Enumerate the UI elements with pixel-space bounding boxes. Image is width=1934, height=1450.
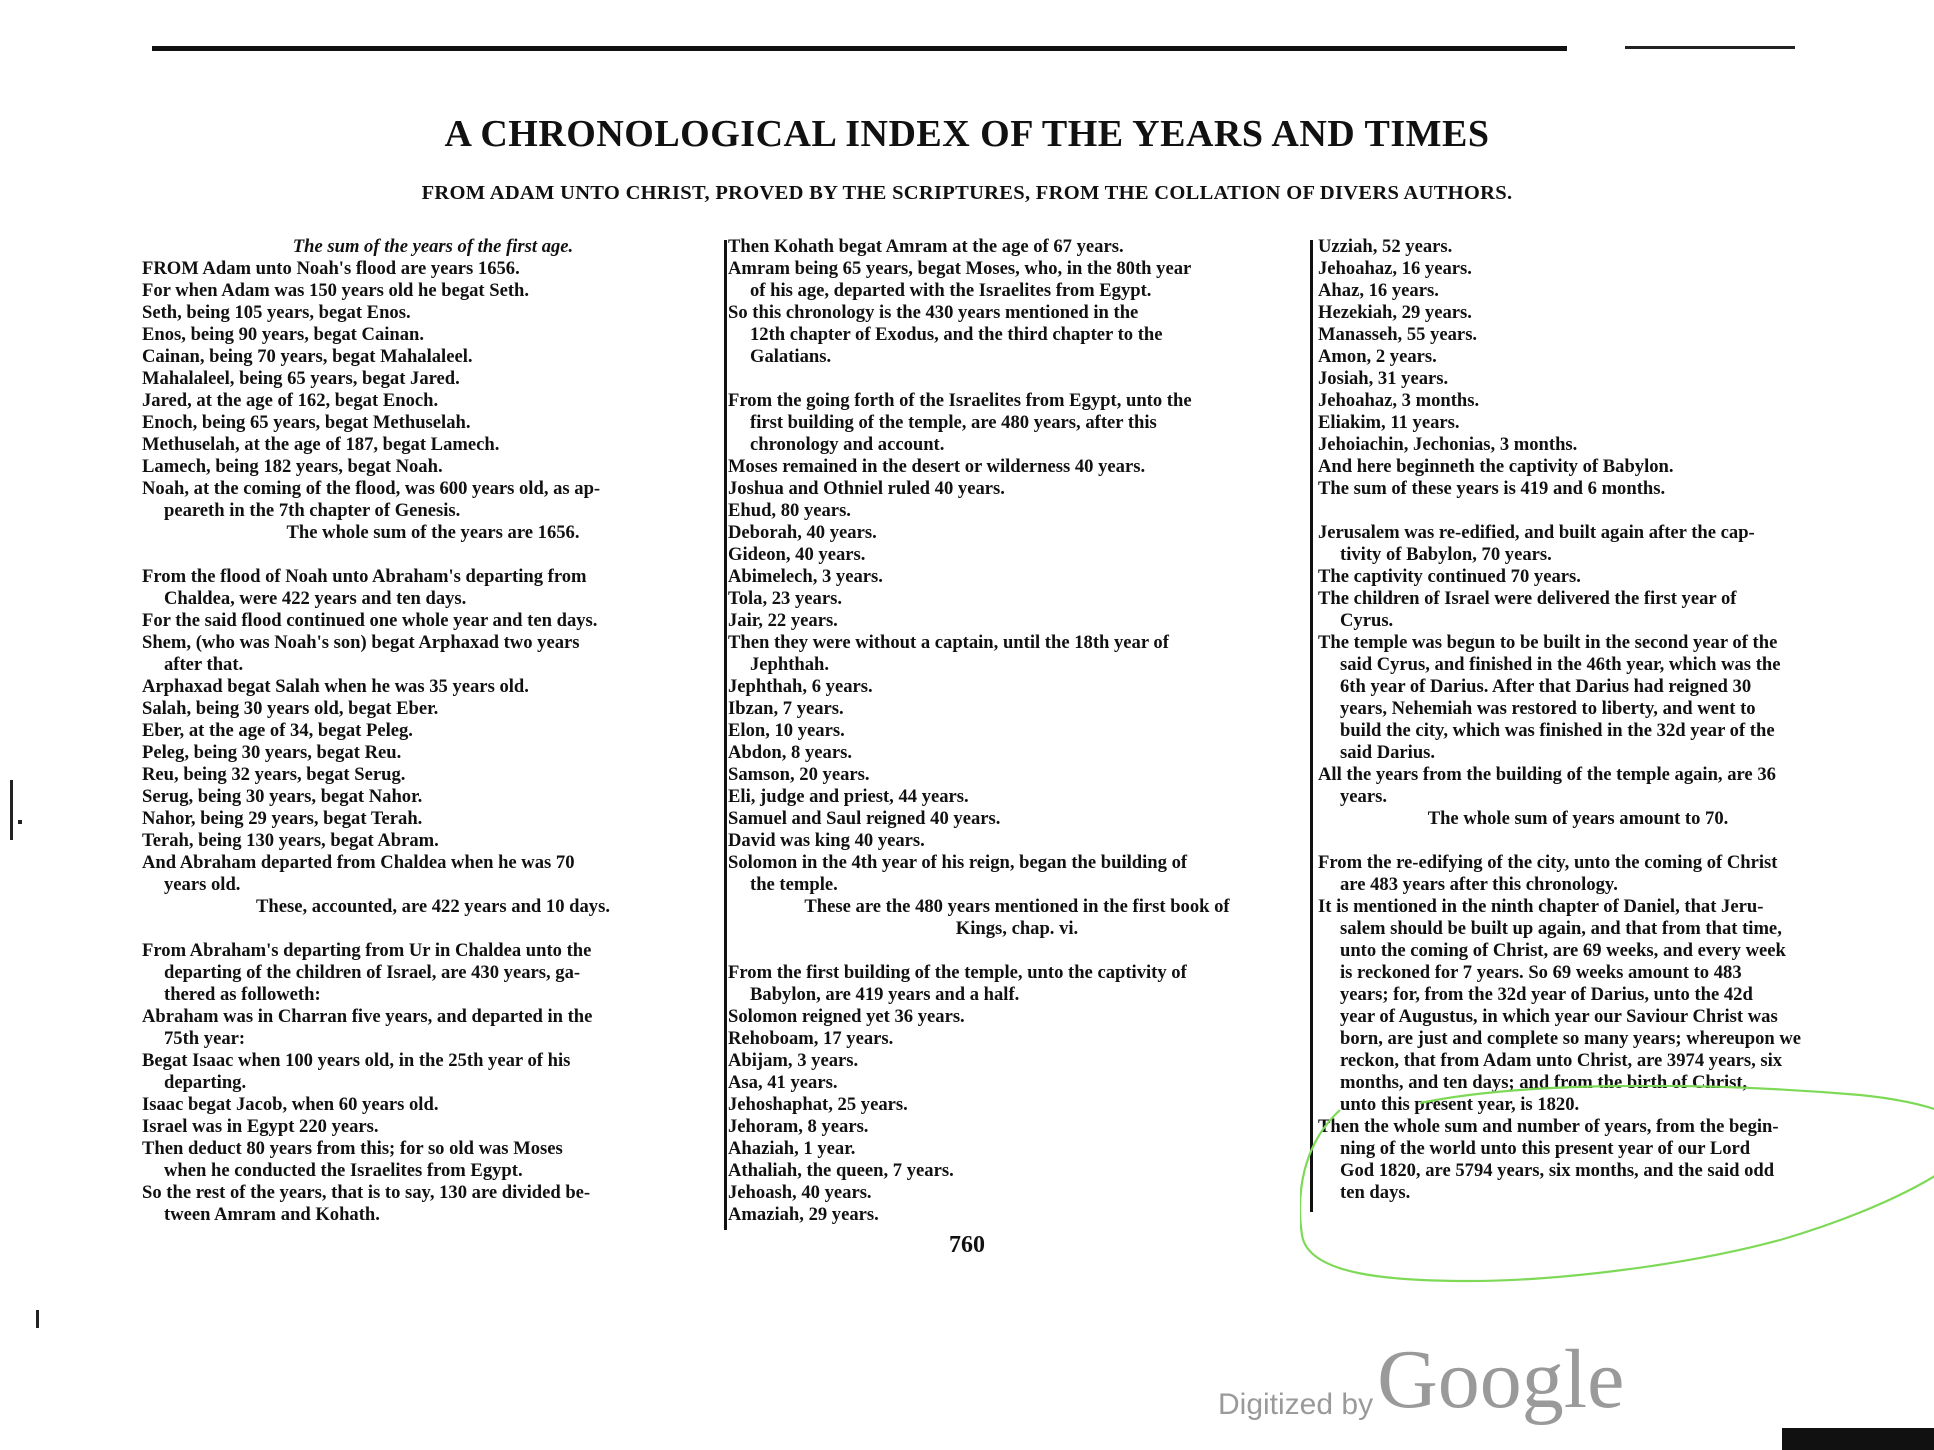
text-line: years; for, from the 32d year of Darius, unto the 42d (1340, 984, 1753, 1005)
text-line: Eliakim, 11 years. (1318, 412, 1460, 433)
text-line: Amaziah, 29 years. (728, 1204, 879, 1225)
page-title: A CHRONOLOGICAL INDEX OF THE YEARS AND TIMES (444, 113, 1490, 155)
text-line: Lamech, being 182 years, begat Noah. (142, 456, 443, 477)
text-line: Abdon, 8 years. (728, 742, 852, 763)
text-line: For the said flood continued one whole year and ten days. (142, 610, 598, 631)
text-line: Noah, at the coming of the flood, was 600 years old, as ap- (142, 478, 601, 499)
text-line: salem should be built up again, and that from that time, (1340, 918, 1782, 939)
text-line: Enos, being 90 years, begat Cainan. (142, 324, 425, 345)
text-line: 12th chapter of Exodus, and the third chapter to the (750, 324, 1163, 345)
text-line: Cyrus. (1340, 610, 1394, 631)
text-line: thered as followeth: (164, 984, 321, 1005)
text-line: The children of Israel were delivered the first year of (1318, 588, 1737, 609)
text-line: Then the whole sum and number of years, from the begin- (1318, 1116, 1779, 1137)
text-line: Begat Isaac when 100 years old, in the 25th year of his (142, 1050, 571, 1071)
text-line: are 483 years after this chronology. (1340, 874, 1618, 895)
text-line: Solomon in the 4th year of his reign, began the building of (728, 852, 1188, 873)
text-line: Eber, at the age of 34, begat Peleg. (142, 720, 413, 741)
text-line: years old. (164, 874, 241, 895)
text-line: Gideon, 40 years. (728, 544, 866, 565)
text-line: Jared, at the age of 162, begat Enoch. (142, 390, 439, 411)
page-subtitle: FROM ADAM UNTO CHRIST, PROVED BY THE SCRIPTURES, FROM THE COLLATION OF DIVERS AUTHORS. (421, 182, 1513, 204)
text-line: tween Amram and Kohath. (164, 1204, 380, 1225)
google-logo: Google (1377, 1333, 1625, 1426)
text-column-3 (1318, 236, 1838, 1204)
text-line: Enoch, being 65 years, begat Methuselah. (142, 412, 471, 433)
text-line: chronology and account. (750, 434, 945, 455)
text-line: Mahalaleel, being 65 years, begat Jared. (142, 368, 460, 389)
text-line: Tola, 23 years. (728, 588, 842, 609)
text-line: Terah, being 130 years, begat Abram. (142, 830, 439, 851)
text-line: born, are just and complete so many years; whereupon we (1340, 1028, 1802, 1049)
paragraph-gap (1318, 830, 1838, 852)
text-line: Samson, 20 years. (728, 764, 870, 785)
text-line: From Abraham's departing from Ur in Chaldea unto the (142, 940, 592, 961)
text-column-2 (728, 236, 1306, 1226)
margin-scan-mark (10, 780, 13, 840)
text-line: Jehoash, 40 years. (728, 1182, 872, 1203)
text-line: first building of the temple, are 480 years, after this (750, 412, 1157, 433)
paragraph-gap (1318, 500, 1838, 522)
text-line: reckon, that from Adam unto Christ, are 3974 years, six (1340, 1050, 1783, 1071)
text-line: Galatians. (750, 346, 832, 367)
text-line: Reu, being 32 years, begat Serug. (142, 764, 406, 785)
digitized-by-label: Digitized by (1218, 1388, 1374, 1421)
text-line: Nahor, being 29 years, begat Terah. (142, 808, 423, 829)
text-line: Chaldea, were 422 years and ten days. (164, 588, 467, 609)
text-line: All the years from the building of the temple again, are 36 (1318, 764, 1776, 785)
text-line: build the city, which was finished in the 32d year of the (1340, 720, 1775, 741)
text-line: So the rest of the years, that is to say, 130 are divided be- (142, 1182, 591, 1203)
text-line: Peleg, being 30 years, begat Reu. (142, 742, 402, 763)
text-line: departing. (164, 1072, 247, 1093)
text-line: Israel was in Egypt 220 years. (142, 1116, 379, 1137)
text-line: Jephthah, 6 years. (728, 676, 873, 697)
text-line: Kings, chap. vi. (955, 918, 1079, 939)
paragraph-gap (142, 544, 724, 566)
text-column-1 (142, 236, 724, 1226)
text-line: Then Kohath begat Amram at the age of 67 years. (728, 236, 1124, 257)
text-line: Shem, (who was Noah's son) begat Arphaxad two years (142, 632, 580, 653)
scan-edge-shadow (1782, 1428, 1934, 1450)
text-line: Ahaz, 16 years. (1318, 280, 1439, 301)
text-line: The sum of these years is 419 and 6 months. (1318, 478, 1666, 499)
text-line: Ahaziah, 1 year. (728, 1138, 856, 1159)
paragraph-gap (728, 368, 1306, 390)
text-line: These are the 480 years mentioned in the first book of (804, 896, 1230, 917)
text-line: Arphaxad begat Salah when he was 35 years old. (142, 676, 529, 697)
text-line: Then deduct 80 years from this; for so old was Moses (142, 1138, 563, 1159)
text-line: departing of the children of Israel, are 430 years, ga- (164, 962, 581, 983)
text-line: Deborah, 40 years. (728, 522, 877, 543)
text-line: peareth in the 7th chapter of Genesis. (164, 500, 461, 521)
text-line: These, accounted, are 422 years and 10 days. (256, 896, 610, 917)
text-line: said Darius. (1340, 742, 1436, 763)
text-line: year of Augustus, in which year our Saviour Christ was (1340, 1006, 1778, 1027)
column-divider-1 (724, 240, 727, 1230)
text-line: Jair, 22 years. (728, 610, 838, 631)
text-line: Then they were without a captain, until the 18th year of (728, 632, 1169, 653)
text-line: ten days. (1340, 1182, 1411, 1203)
text-line: And here beginneth the captivity of Babylon. (1318, 456, 1674, 477)
text-line: Samuel and Saul reigned 40 years. (728, 808, 1001, 829)
text-line: Amram being 65 years, begat Moses, who, in the 80th year (728, 258, 1192, 279)
text-line: Joshua and Othniel ruled 40 years. (728, 478, 1005, 499)
text-line: Hezekiah, 29 years. (1318, 302, 1472, 323)
text-line: Cainan, being 70 years, begat Mahalaleel. (142, 346, 473, 367)
text-line: Seth, being 105 years, begat Enos. (142, 302, 411, 323)
text-line: Athaliah, the queen, 7 years. (728, 1160, 954, 1181)
text-line: Abijam, 3 years. (728, 1050, 859, 1071)
text-line: From the first building of the temple, unto the captivity of (728, 962, 1187, 983)
text-line: Josiah, 31 years. (1318, 368, 1449, 389)
text-line: when he conducted the Israelites from Egypt. (164, 1160, 523, 1181)
text-line: And Abraham departed from Chaldea when he was 70 (142, 852, 575, 873)
text-line: Jehoiachin, Jechonias, 3 months. (1318, 434, 1578, 455)
text-line: From the flood of Noah unto Abraham's departing from (142, 566, 587, 587)
paragraph-gap (142, 918, 724, 940)
text-line: of his age, departed with the Israelites from Egypt. (750, 280, 1152, 301)
text-line: Salah, being 30 years old, begat Eber. (142, 698, 439, 719)
text-line: Jerusalem was re-edified, and built again after the cap- (1318, 522, 1755, 543)
text-line: David was king 40 years. (728, 830, 925, 851)
margin-scan-mark-2 (36, 1310, 39, 1328)
text-line: years, Nehemiah was restored to liberty, and went to (1340, 698, 1756, 719)
text-line: From the going forth of the Israelites from Egypt, unto the (728, 390, 1192, 411)
text-line: From the re-edifying of the city, unto the coming of Christ (1318, 852, 1778, 873)
text-line: FROM Adam unto Noah's flood are years 1656. (142, 258, 520, 279)
text-line: The whole sum of years amount to 70. (1427, 808, 1729, 829)
text-line: Abraham was in Charran five years, and departed in the (142, 1006, 593, 1027)
text-line: Abimelech, 3 years. (728, 566, 883, 587)
text-line: is reckoned for 7 years. So 69 weeks amount to 483 (1340, 962, 1742, 983)
text-line: Serug, being 30 years, begat Nahor. (142, 786, 423, 807)
text-line: Isaac begat Jacob, when 60 years old. (142, 1094, 439, 1115)
text-line: The captivity continued 70 years. (1318, 566, 1581, 587)
text-line: Jehoram, 8 years. (728, 1116, 869, 1137)
section-heading: The sum of the years of the first age. (292, 236, 574, 257)
text-line: For when Adam was 150 years old he begat Seth. (142, 280, 530, 301)
text-line: It is mentioned in the ninth chapter of Daniel, that Jeru- (1318, 896, 1764, 917)
text-line: Amon, 2 years. (1318, 346, 1437, 367)
text-line: Babylon, are 419 years and a half. (750, 984, 1020, 1005)
text-line: The temple was begun to be built in the second year of the (1318, 632, 1778, 653)
text-line: 6th year of Darius. After that Darius had reigned 30 (1340, 676, 1752, 697)
text-line: Methuselah, at the age of 187, begat Lamech. (142, 434, 500, 455)
handwritten-annotation-loop (1300, 1085, 1934, 1285)
text-line: Moses remained in the desert or wilderness 40 years. (728, 456, 1146, 477)
margin-scan-dot (18, 820, 22, 824)
text-line: unto the coming of Christ, are 69 weeks, and every week (1340, 940, 1786, 961)
top-rule (152, 46, 1567, 51)
top-rule-fragment (1625, 46, 1795, 49)
text-line: Manasseh, 55 years. (1318, 324, 1478, 345)
text-line: The whole sum of the years are 1656. (286, 522, 580, 543)
text-line: Ibzan, 7 years. (728, 698, 844, 719)
google-watermark (1218, 1333, 1625, 1426)
text-line: Ehud, 80 years. (728, 500, 851, 521)
text-line: said Cyrus, and finished in the 46th year, which was the (1340, 654, 1781, 675)
text-line: So this chronology is the 430 years mentioned in the (728, 302, 1139, 323)
text-line: tivity of Babylon, 70 years. (1340, 544, 1552, 565)
column-divider-2 (1310, 240, 1313, 1212)
text-line: Rehoboam, 17 years. (728, 1028, 894, 1049)
paragraph-gap (728, 940, 1306, 962)
text-line: 75th year: (164, 1028, 246, 1049)
text-line: Uzziah, 52 years. (1318, 236, 1453, 257)
page-number: 760 (949, 1232, 985, 1258)
text-line: after that. (164, 654, 244, 675)
text-line: Solomon reigned yet 36 years. (728, 1006, 965, 1027)
text-line: Eli, judge and priest, 44 years. (728, 786, 969, 807)
text-line: Jehoshaphat, 25 years. (728, 1094, 908, 1115)
text-line: Jehoahaz, 3 months. (1318, 390, 1480, 411)
text-line: Jehoahaz, 16 years. (1318, 258, 1472, 279)
text-line: months, and ten days; and from the birth of Christ, (1340, 1072, 1748, 1093)
text-line: God 1820, are 5794 years, six months, and the said odd (1340, 1160, 1775, 1181)
text-line: the temple. (750, 874, 838, 895)
text-line: unto this present year, is 1820. (1340, 1094, 1580, 1115)
text-line: Elon, 10 years. (728, 720, 845, 741)
text-line: years. (1340, 786, 1387, 807)
text-line: Jephthah. (750, 654, 830, 675)
text-line: ning of the world unto this present year of our Lord (1340, 1138, 1751, 1159)
text-line: Asa, 41 years. (728, 1072, 838, 1093)
